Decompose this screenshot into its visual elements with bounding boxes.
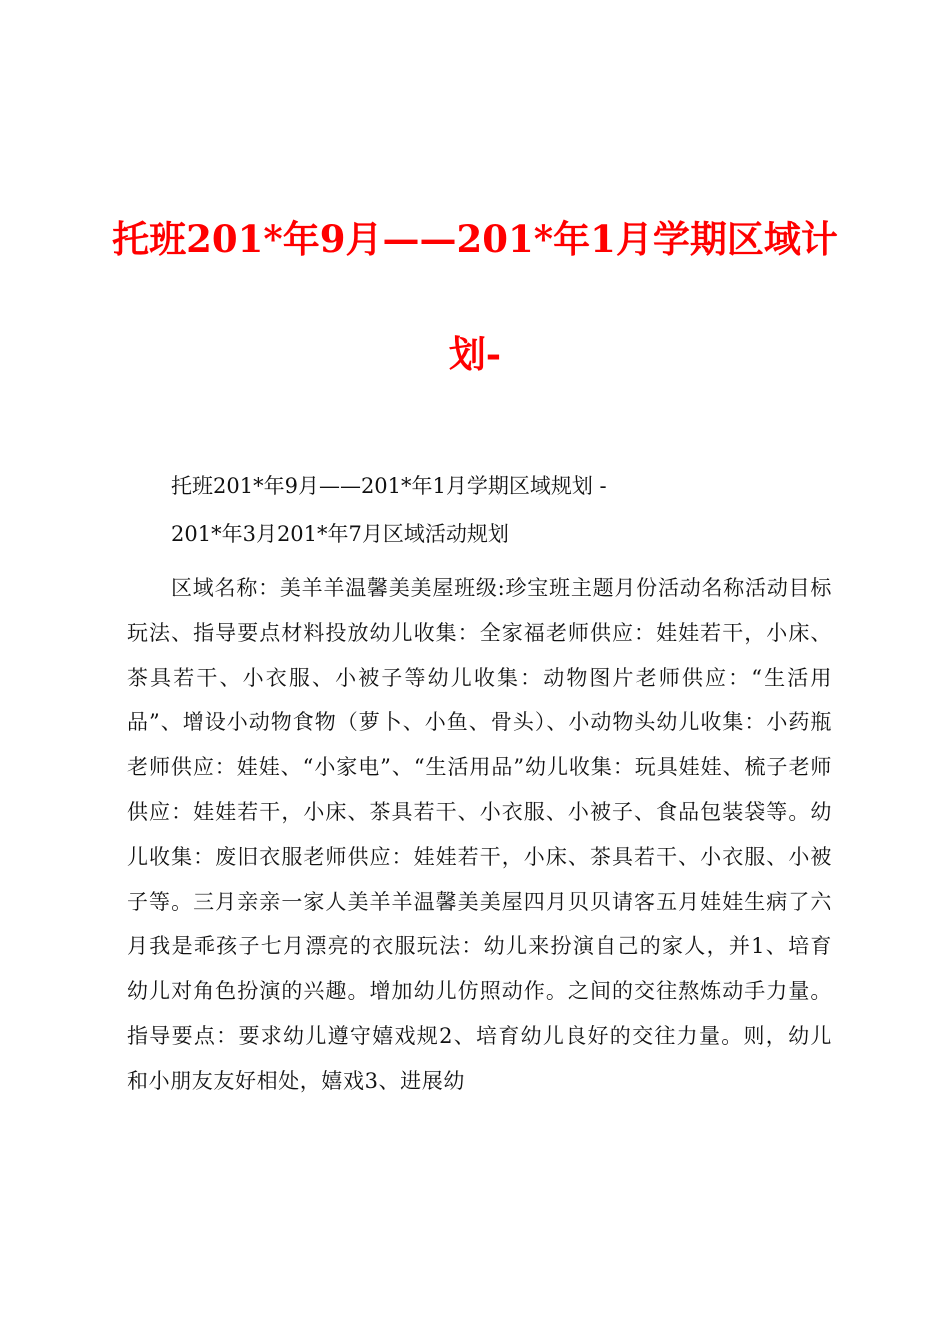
document-date-line: 201*年3月201*年7月区域活动规划 <box>171 522 509 546</box>
document-title-line-1: 托班201*年9月——201*年1月学期区域计 <box>112 217 838 261</box>
document-subtitle: 托班201*年9月——201*年1月学期区域规划 - <box>171 474 607 498</box>
document-body-paragraph: 区域名称：美羊羊温馨美美屋班级:珍宝班主题月份活动名称活动目标玩法、指导要点材料投放幼儿收集：全家福老师供应：娃娃若干，小床、茶具若干、小衣服、小被子等幼儿收集：动物图片老师供应：“生活用品”、增设小动物食物（萝卜、小鱼、骨头）、小动物头幼儿收集：小药瓶老师供应：娃娃、“小家电”、“生活用品”幼儿收集：玩具娃娃、梳子老师供应：娃娃若干，小床、茶具若干、小衣服、小被子、食品包装袋等。幼儿收集：废旧衣服老师供应：娃娃若干，小床、茶具若干、小衣服、小被子等。三月亲亲一家人美羊羊温馨美美屋四月贝贝请客五月娃娃生病了六月我是乖孩子七月漂亮的衣服玩法：幼儿来扮演自己的家人，并1、培育幼儿对角色扮演的兴趣。增加幼儿仿照动作。之间的交往熬炼动手力量。指导要点：要求幼儿遵守嬉戏规2、培育幼儿良好的交往力量。则，幼儿和小朋友友好相处，嬉戏3、进展幼 <box>127 576 832 1093</box>
document-title-line-2: 划- <box>448 332 502 376</box>
